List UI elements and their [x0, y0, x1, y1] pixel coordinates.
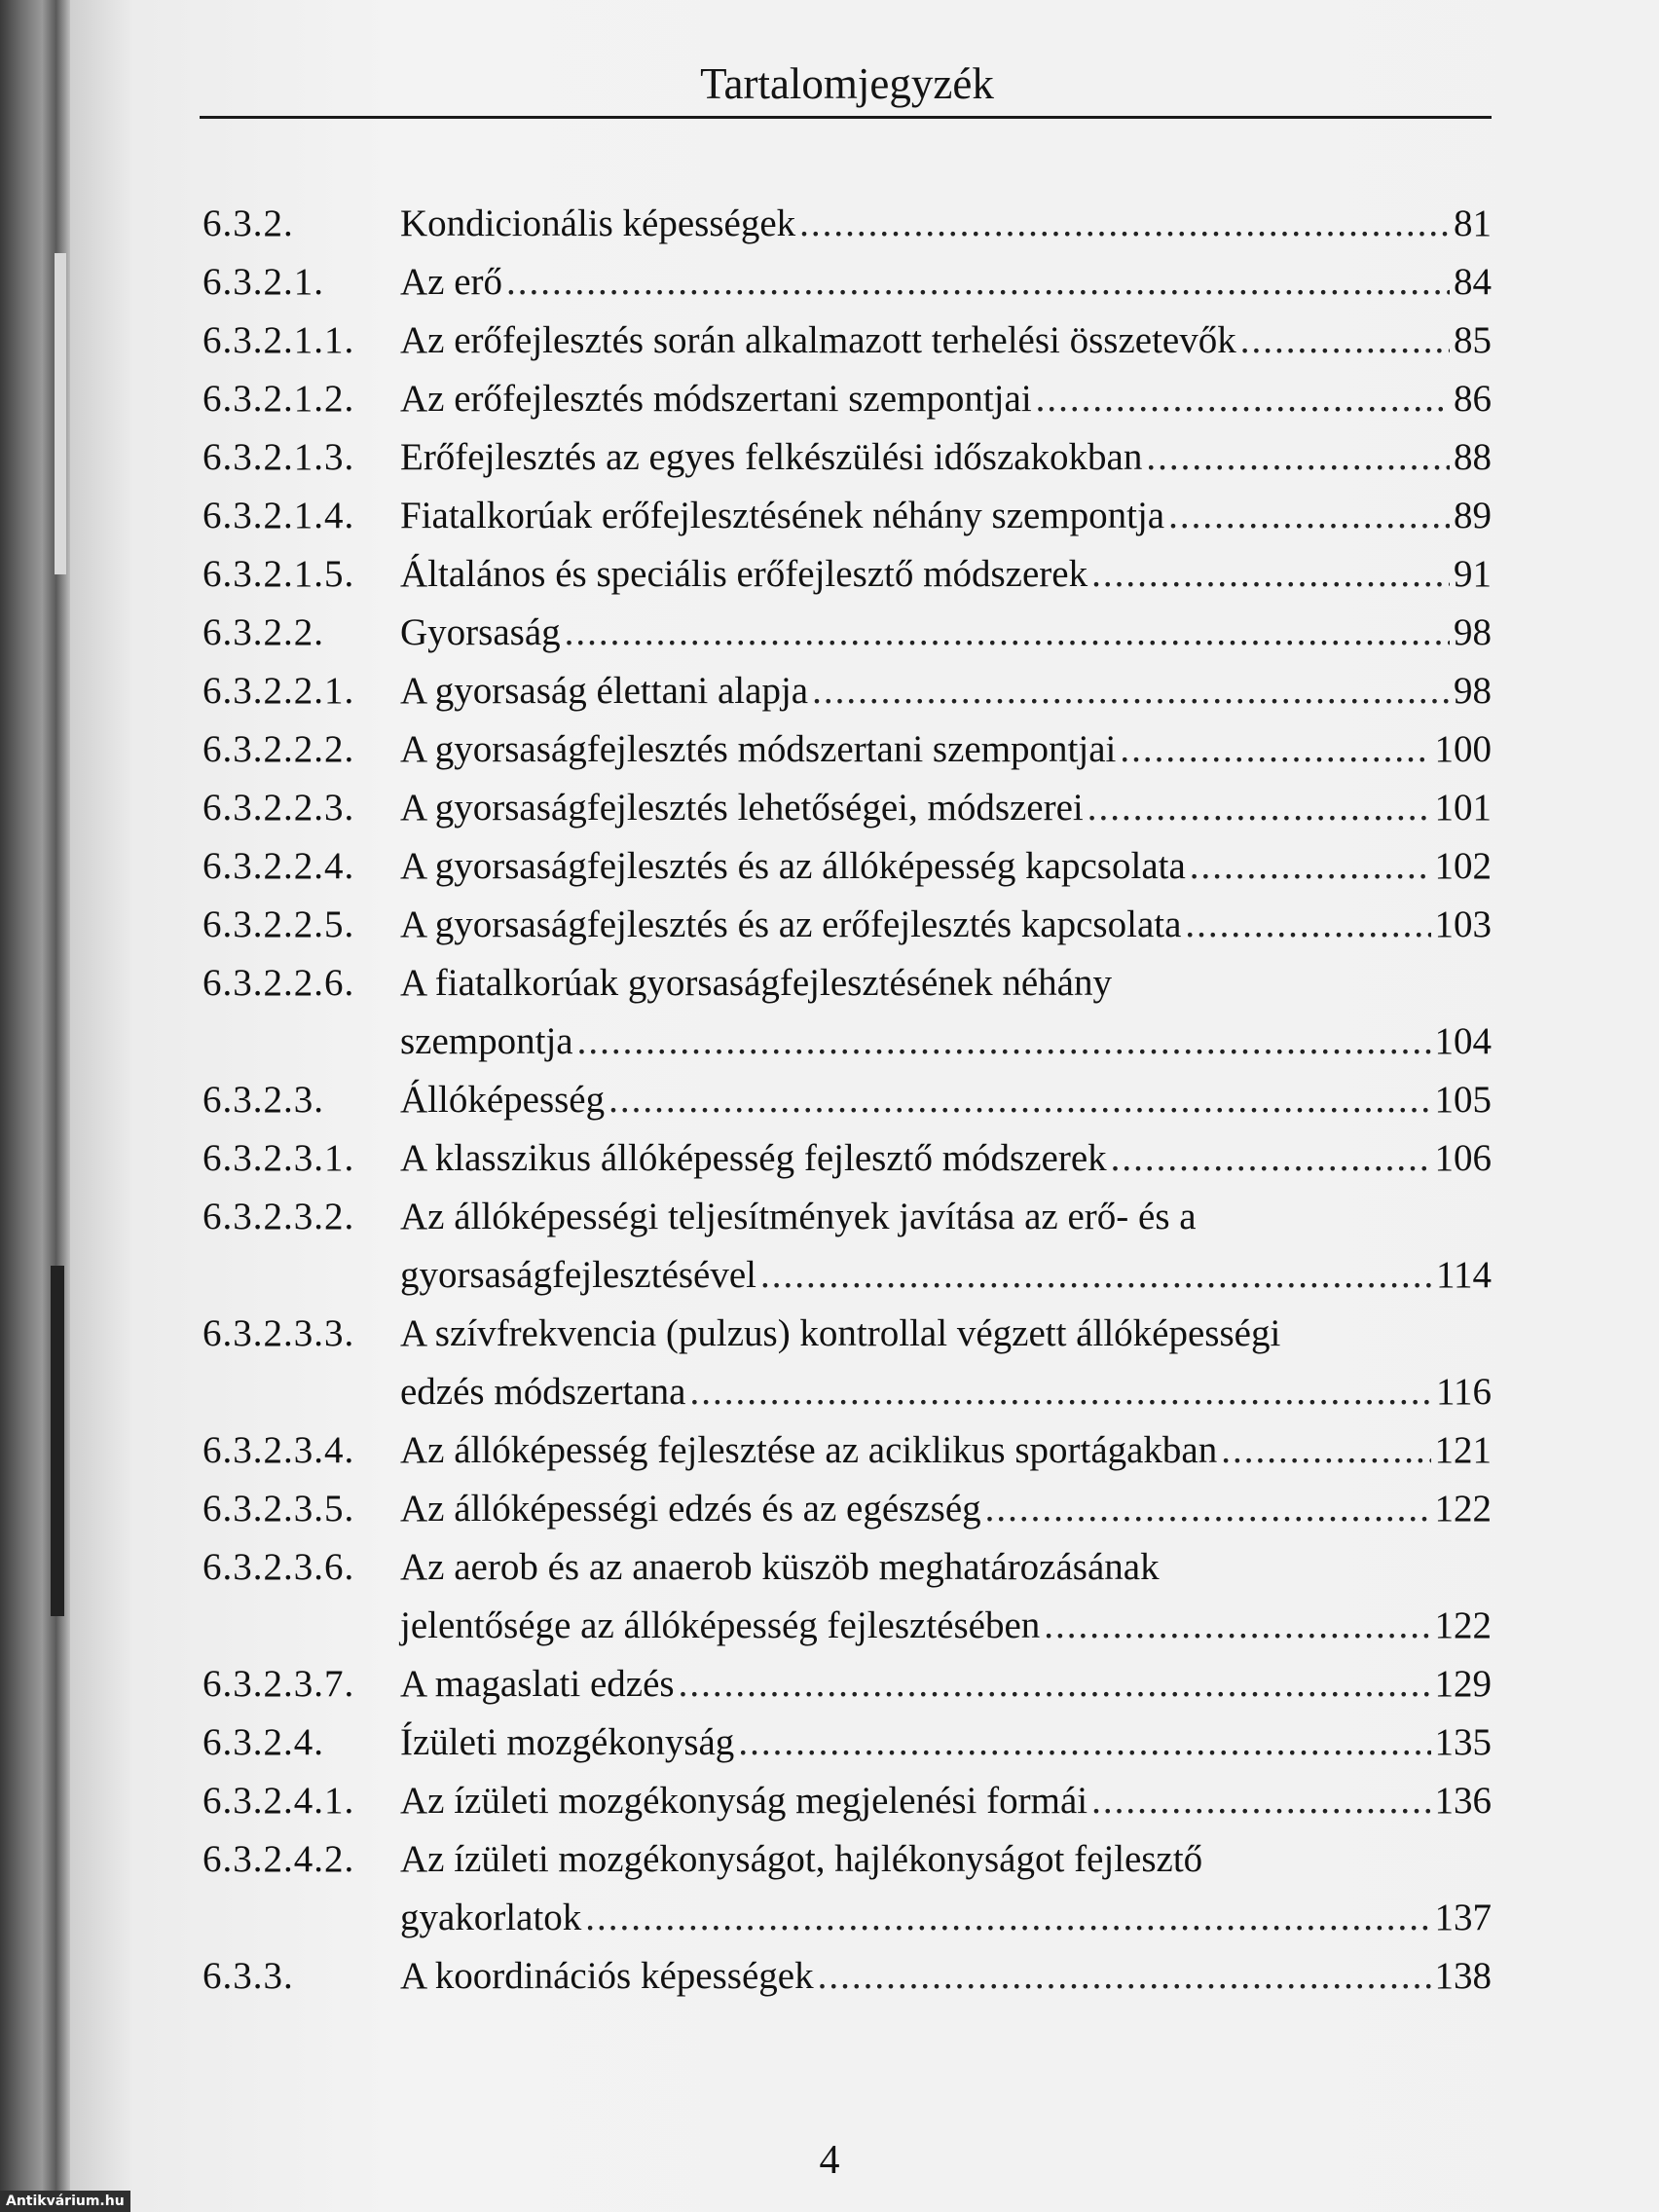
dot-leader [1120, 720, 1430, 779]
toc-entry-number: 6.3.2.4. [203, 1721, 324, 1763]
toc-entry-page: 129 [1434, 1663, 1492, 1705]
dot-leader [1240, 312, 1450, 370]
toc-entry [203, 604, 1492, 662]
toc-entry [203, 1421, 1492, 1480]
toc-entry [203, 662, 1492, 720]
toc-entry-number: 6.3.2.3.4. [203, 1429, 355, 1471]
dot-leader [1111, 1129, 1431, 1188]
toc-entry-page: 137 [1434, 1897, 1492, 1938]
toc-entry-title-line2: gyorsaságfejlesztésével [400, 1254, 757, 1296]
dot-leader [608, 1071, 1430, 1129]
toc-entry-page: 103 [1434, 903, 1492, 945]
toc-entry [203, 779, 1492, 837]
toc-entry-number: 6.3.2. [203, 203, 294, 244]
toc-entry-title: Az erőfejlesztés módszertani szempontjai [400, 378, 1032, 420]
toc-entry-page: 81 [1454, 203, 1492, 244]
toc-entry-page: 122 [1434, 1488, 1492, 1530]
toc-entry-page: 100 [1434, 728, 1492, 770]
toc-entry [203, 1947, 1492, 2006]
toc-entry-page: 98 [1454, 611, 1492, 653]
dot-leader [985, 1480, 1431, 1538]
toc-entry-title-line1: A szívfrekvencia (pulzus) kontrollal végzett állóképességi [400, 1312, 1281, 1354]
toc-entry-title-line1: Az aerob és az anaerob küszöb meghatározásának [400, 1546, 1160, 1588]
toc-entry [203, 1480, 1492, 1538]
toc-entry-title-line1: A fiatalkorúak gyorsaságfejlesztésének néhány [400, 962, 1112, 1004]
toc-entry-number: 6.3.2.1.3. [203, 436, 355, 478]
toc-entry [203, 1129, 1492, 1188]
toc-entry-number: 6.3.2.3. [203, 1079, 324, 1121]
toc-entry-number: 6.3.2.2.6. [203, 962, 355, 1004]
dot-leader [1185, 896, 1430, 954]
toc-entry [203, 487, 1492, 545]
toc-entry-page: 135 [1434, 1721, 1492, 1763]
dot-leader [1221, 1421, 1430, 1480]
table-of-contents [203, 195, 1492, 2006]
toc-entry [203, 1071, 1492, 1129]
toc-entry-title: A gyorsaságfejlesztés és az állóképesség kapcsolata [400, 845, 1186, 887]
dot-leader [577, 1013, 1431, 1071]
toc-entry-title-line1: Az ízületi mozgékonyságot, hajlékonyságot fejlesztő [400, 1838, 1203, 1880]
toc-entry-title: Ízületi mozgékonyság [400, 1721, 735, 1763]
toc-entry-page: 116 [1435, 1371, 1492, 1413]
toc-entry-title: Az erőfejlesztés során alkalmazott terhelési összetevők [400, 319, 1236, 361]
toc-entry-number: 6.3.2.4.1. [203, 1780, 355, 1822]
toc-entry-title: A koordinációs képességek [400, 1955, 814, 1997]
dot-leader [1044, 1597, 1430, 1655]
dot-leader [738, 1714, 1430, 1772]
watermark: Antikvárium.hu [0, 2191, 130, 2212]
toc-entry-page: 105 [1434, 1079, 1492, 1121]
toc-entry [203, 720, 1492, 779]
toc-entry [203, 370, 1492, 428]
dot-leader [506, 253, 1450, 312]
toc-entry-page: 122 [1434, 1604, 1492, 1646]
toc-entry-title: Az állóképességi edzés és az egészség [400, 1488, 981, 1530]
toc-entry-number: 6.3.2.3.1. [203, 1137, 355, 1179]
toc-entry-title: A gyorsaságfejlesztés lehetőségei, módszerei [400, 787, 1084, 829]
dot-leader [760, 1246, 1432, 1305]
toc-entry-title: Fiatalkorúak erőfejlesztésének néhány szempontja [400, 495, 1165, 536]
toc-entry-number: 6.3.2.3.7. [203, 1663, 355, 1705]
binding-highlight [55, 253, 66, 574]
dot-leader [799, 195, 1450, 253]
toc-entry-title: Az állóképesség fejlesztése az aciklikus sportágakban [400, 1429, 1218, 1471]
dot-leader [689, 1363, 1432, 1421]
toc-entry-number: 6.3.2.4.2. [203, 1838, 355, 1880]
toc-entry-page: 138 [1434, 1955, 1492, 1997]
toc-entry-number: 6.3.2.2.4. [203, 845, 355, 887]
toc-entry-number: 6.3.2.3.2. [203, 1196, 355, 1237]
dot-leader [1088, 779, 1431, 837]
toc-entry-number: 6.3.2.3.5. [203, 1488, 355, 1530]
toc-entry-title: A gyorsaság élettani alapja [400, 670, 809, 712]
toc-entry [203, 1655, 1492, 1714]
toc-entry [203, 896, 1492, 954]
toc-entry [203, 428, 1492, 487]
toc-entry [203, 1830, 1492, 1947]
toc-entry-number: 6.3.2.1.1. [203, 319, 355, 361]
book-binding [0, 0, 70, 2212]
toc-entry-page: 84 [1454, 261, 1492, 303]
toc-entry-number: 6.3.2.1.5. [203, 553, 355, 595]
dot-leader [1190, 837, 1431, 896]
toc-entry-number: 6.3.2.1.4. [203, 495, 355, 536]
toc-entry-page: 121 [1434, 1429, 1492, 1471]
toc-entry-number: 6.3.2.1.2. [203, 378, 355, 420]
toc-entry-page: 89 [1454, 495, 1492, 536]
toc-entry-page: 106 [1434, 1137, 1492, 1179]
toc-entry-title-line2: jelentősége az állóképesség fejlesztésében [400, 1604, 1041, 1646]
toc-entry-number: 6.3.2.2.5. [203, 903, 355, 945]
toc-entry [203, 1772, 1492, 1830]
toc-entry-page: 88 [1454, 436, 1492, 478]
toc-entry-page: 91 [1454, 553, 1492, 595]
toc-entry-number: 6.3.2.2.3. [203, 787, 355, 829]
toc-entry-title: A klasszikus állóképesség fejlesztő módszerek [400, 1137, 1107, 1179]
toc-entry-title: Állóképesség [400, 1079, 606, 1121]
toc-entry [203, 837, 1492, 896]
toc-entry [203, 545, 1492, 604]
toc-entry [203, 1714, 1492, 1772]
dot-leader [1168, 487, 1450, 545]
page-title: Tartalomjegyzék [700, 59, 994, 108]
toc-entry-title: A gyorsaságfejlesztés módszertani szempontjai [400, 728, 1117, 770]
toc-entry-page: 98 [1454, 670, 1492, 712]
toc-entry-title: Gyorsaság [400, 611, 561, 653]
toc-entry-title: Erőfejlesztés az egyes felkészülési időszakokban [400, 436, 1143, 478]
toc-entry-number: 6.3.2.2.1. [203, 670, 355, 712]
dot-leader [1091, 1772, 1430, 1830]
toc-entry-page: 136 [1434, 1780, 1492, 1822]
dot-leader [585, 1889, 1430, 1947]
page-number: 4 [819, 2138, 840, 2183]
toc-entry [203, 1538, 1492, 1655]
toc-entry-page: 85 [1454, 319, 1492, 361]
toc-entry-page: 101 [1434, 787, 1492, 829]
toc-entry-title-line2: edzés módszertana [400, 1371, 686, 1413]
dot-leader [812, 662, 1450, 720]
dot-leader [1146, 428, 1450, 487]
header-rule [200, 116, 1492, 119]
toc-entry-number: 6.3.2.2. [203, 611, 324, 653]
toc-entry-title-line2: szempontja [400, 1020, 573, 1062]
toc-entry-title: Általános és speciális erőfejlesztő módszerek [400, 553, 1088, 595]
toc-entry-title: Az erő [400, 261, 503, 303]
toc-entry [203, 312, 1492, 370]
toc-entry-title: Kondicionális képességek [400, 203, 796, 244]
toc-entry [203, 1188, 1492, 1305]
toc-entry-number: 6.3.3. [203, 1955, 294, 1997]
toc-entry-number: 6.3.2.2.2. [203, 728, 355, 770]
toc-entry-page: 102 [1434, 845, 1492, 887]
dot-leader [818, 1947, 1431, 2006]
dot-leader [679, 1655, 1431, 1714]
toc-entry-title-line1: Az állóképességi teljesítmények javítása az erő- és a [400, 1196, 1197, 1237]
toc-entry-page: 114 [1435, 1254, 1492, 1296]
binding-shadow-strip [51, 1266, 64, 1616]
toc-entry-page: 104 [1434, 1020, 1492, 1062]
toc-entry-number: 6.3.2.1. [203, 261, 324, 303]
toc-entry-number: 6.3.2.3.3. [203, 1312, 355, 1354]
toc-entry [203, 1305, 1492, 1421]
toc-entry [203, 253, 1492, 312]
toc-entry-page: 86 [1454, 378, 1492, 420]
toc-entry-title: A magaslati edzés [400, 1663, 675, 1705]
dot-leader [565, 604, 1450, 662]
toc-entry [203, 195, 1492, 253]
toc-entry-title: Az ízületi mozgékonyság megjelenési formái [400, 1780, 1088, 1822]
toc-entry-number: 6.3.2.3.6. [203, 1546, 355, 1588]
toc-entry [203, 954, 1492, 1071]
toc-entry-title-line2: gyakorlatok [400, 1897, 582, 1938]
toc-entry-title: A gyorsaságfejlesztés és az erőfejlesztés kapcsolata [400, 903, 1182, 945]
dot-leader [1091, 545, 1450, 604]
dot-leader [1036, 370, 1450, 428]
